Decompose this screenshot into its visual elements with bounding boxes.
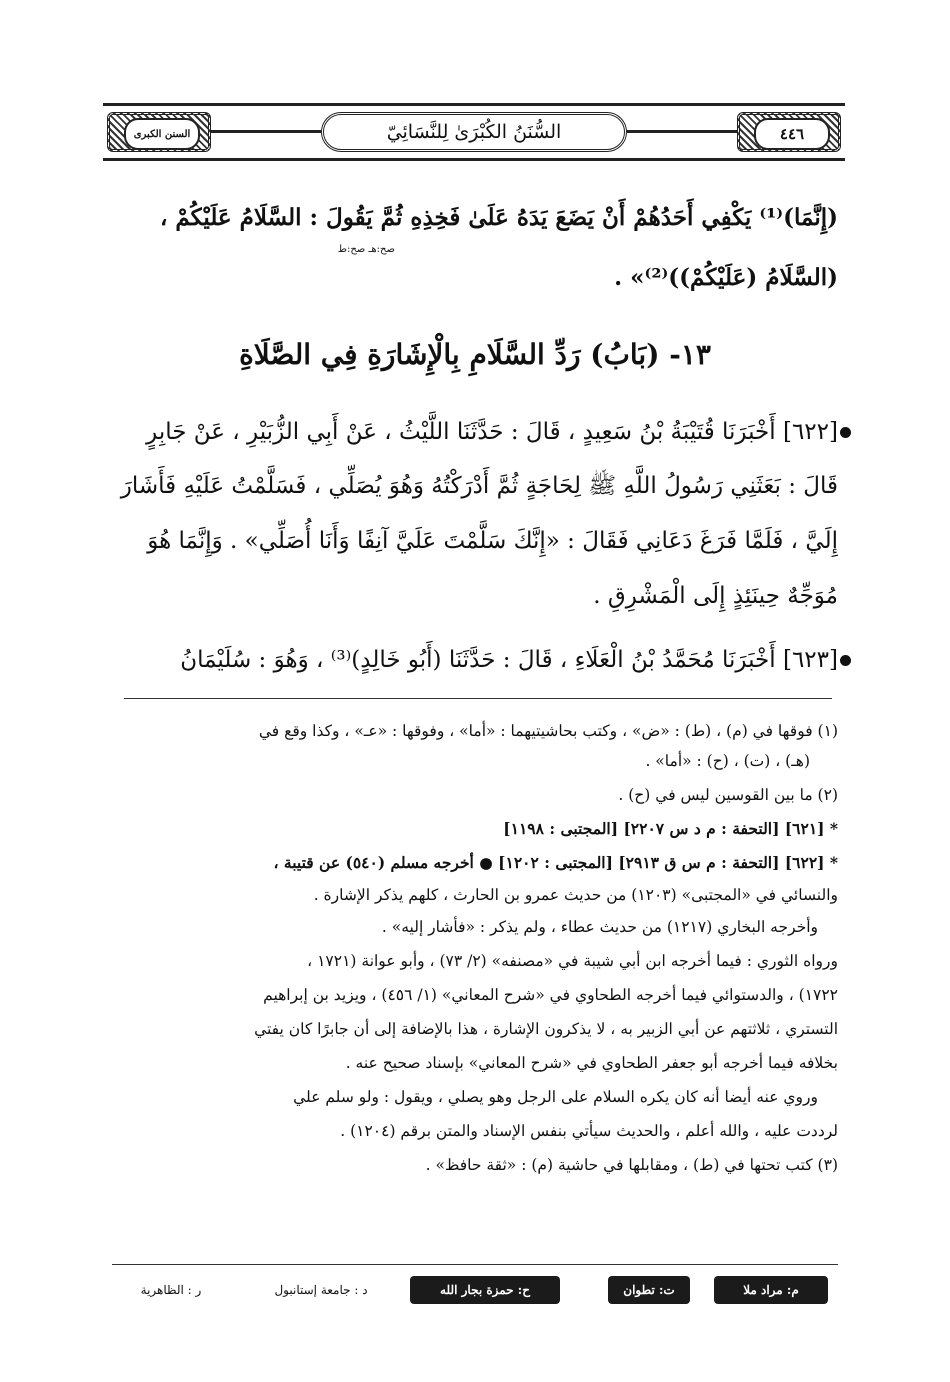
footnote-line: (٢) ما بين القوسين ليس في (ح) . (618, 786, 838, 804)
hadith-622-line-1: [٦٢٢] أَخْبَرَنَا قُتَيْبَةُ بْنُ سَعِيدٍ ، قَالَ : حَدَّثَنَا اللَّيْثُ ، عَنْ أَبِي الزُّبَيْرِ ، عَنْ جَابِرٍ (146, 419, 838, 445)
header-rule-left (211, 130, 321, 133)
footnote-line: وأخرجه البخاري (١٢١٧) من حديث عطاء ، ولم يذكر : «فأشار إليه» . (381, 918, 818, 936)
header-rule-right (627, 130, 737, 133)
hadith-623-line-1: [٦٢٣] أَخْبَرَنَا مُحَمَّدُ بْنُ الْعَلَاءِ ، قَالَ : حَدَّثَنَا (أَبُو خَالِدٍ)⁽³⁾ ، وَهُوَ : سُلَيْمَانُ (180, 647, 838, 673)
footnote-line: وروي عنه أيضا أنه كان يكره السلام على الرجل وهو يصلي ، ويقول : ولو سلم علي (293, 1088, 818, 1106)
manuscript-mark-mim: م: مراد ملا (714, 1276, 828, 1304)
hadith-622-line-3: إِلَيَّ ، فَلَمَّا فَرَغَ دَعَانِي فَقَالَ : «إِنَّكَ سَلَّمْتَ عَلَيَّ آنِفًا وَأَنَا أُصَلِّي» . وَإِنَّمَا هُوَ (147, 528, 838, 554)
footnote-line: (١) فوقها في (م) ، (ط) : «ض» ، وكتب بحاشيتيهما : «أما» ، وفوقها : «عـ» ، وكذا وقع في (258, 722, 838, 740)
header-emblem-ornament (107, 112, 211, 152)
bottom-rule (112, 1264, 838, 1265)
footnote-line: والنسائي في «المجتبى» (١٢٠٣) من حديث عمرو بن الحارث ، كلهم يذكر الإشارة . (313, 886, 838, 904)
footnote-line: * [٦٢٢] [التحفة : م س ق ٢٩١٣] [المجتبى : ١٢٠٢] ● أخرجه مسلم (٥٤٠) عن قتيبة ، (273, 853, 838, 872)
hadith-622-line-2: قَالَ : بَعَثَنِي رَسُولُ اللَّهِ ﷺ لِحَاجَةٍ ثُمَّ أَدْرَكْتُهُ وَهُوَ يُصَلِّي ، فَسَلَّمْتُ عَلَيْهِ فَأَشَارَ (120, 473, 838, 499)
footnote-line: ورواه الثوري : فيما أخرجه ابن أبي شيبة في «مصنفه» (٢/ ٧٣) ، وأبو عوانة (١٧٢١ ، (307, 952, 838, 970)
hadith-622-line-4: مُوَجِّهٌ حِينَئِذٍ إِلَى الْمَشْرِقِ . (593, 583, 838, 609)
running-title: السُّنَنُ الكُبْرَىٰ لِلنَّسَائِيّ (321, 112, 627, 152)
footnote-line: * [٦٢١] [التحفة : م د س ٢٢٠٧] [المجتبى : ١١٩٨] (503, 819, 838, 838)
footnote-line: التستري ، ثلاثتهم عن أبي الزبير به ، لا يذكرون الإشارة ، هذا بالإضافة إلى أن جابرًا كان يفتي (254, 1020, 838, 1038)
continuation-line-2: (السَّلَامُ (عَلَيْكُمْ))⁽²⁾» . (614, 264, 838, 291)
footnote-line: (هـ) ، (ت) ، (ح) : «أما» . (645, 752, 810, 770)
footnote-line: (٣) كتب تحتها في (ط) ، ومقابلها في حاشية (م) : «ثقة حافظ» . (425, 1156, 838, 1174)
manuscript-mark-ra: ر : الظاهرية (140, 1283, 202, 1297)
emblem-badge: السنن الكبرى (124, 118, 200, 150)
manuscript-mark-ha: ح: حمزة بجار الله (410, 1276, 560, 1304)
footnote-separator (124, 698, 832, 699)
page-header (103, 103, 845, 161)
manuscript-mark-ta: ت: تطوان (608, 1276, 690, 1304)
page-number-ornament (737, 112, 841, 152)
chapter-title: ١٣- (بَابُ) رَدِّ السَّلَامِ بِالْإِشَارَةِ فِي الصَّلَاةِ (239, 338, 711, 371)
marginal-note: صح:هـ صح:ط (337, 244, 395, 255)
footnote-line: بخلافه فيما أخرجه أبو جعفر الطحاوي في «شرح المعاني» بإسناد صحيح عنه . (345, 1054, 838, 1072)
footnote-line: ١٧٢٢) ، والدستوائي فيما أخرجه الطحاوي في «شرح المعاني» (١/ ٤٥٦) ، ويزيد بن إبراهيم (263, 986, 838, 1004)
footnote-line: لرددت عليه ، والله أعلم ، والحديث سيأتي بنفس الإسناد والمتن برقم (١٢٠٤) . (340, 1122, 838, 1140)
page-number: ٤٤٦ (754, 118, 830, 150)
continuation-line-1: (إِنَّمَا)⁽¹⁾ يَكْفِي أَحَدُهُمْ أَنْ يَضَعَ يَدَهُ عَلَىٰ فَخِذِهِ ثُمَّ يَقُولَ : السَّلَامُ عَلَيْكُمْ ، (159, 204, 838, 231)
hadith-bullet (840, 655, 851, 666)
hadith-bullet (840, 427, 851, 438)
manuscript-mark-dal: د : جامعة إستانبول (274, 1283, 368, 1297)
